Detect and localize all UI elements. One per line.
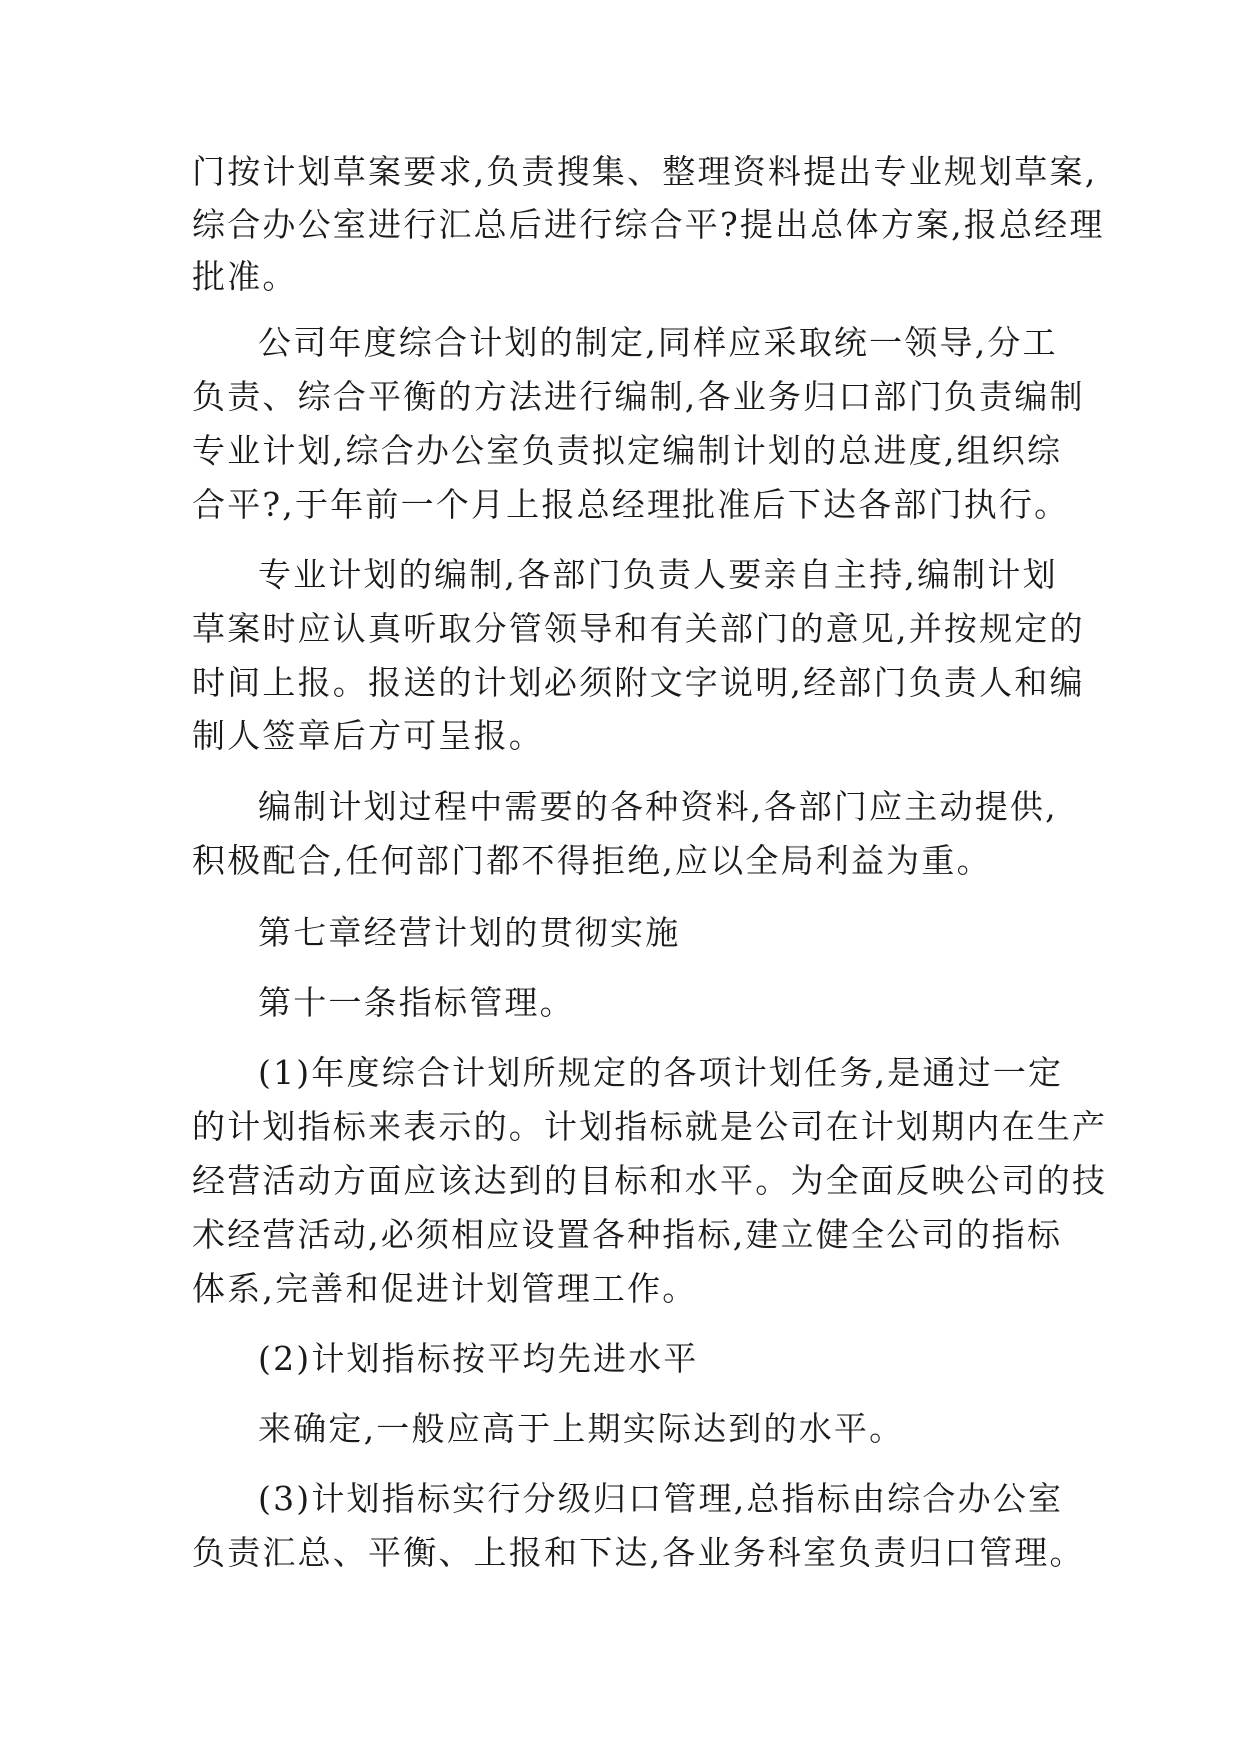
text-line: 门按计划草案要求,负责搜集、整理资料提出专业规划草案, — [192, 152, 1098, 191]
text-line: 综合办公室进行汇总后进行综合平?提出总体方案,报总经理 — [192, 205, 1105, 244]
article-heading: 第十一条指标管理。 — [258, 983, 575, 1022]
paragraph-start: 公司年度综合计划的制定,同样应采取统一领导,分工 — [258, 323, 1058, 362]
paragraph-start: (1)年度综合计划所规定的各项计划任务,是通过一定 — [258, 1053, 1064, 1092]
text-line: 合平?,于年前一个月上报总经理批准后下达各部门执行。 — [192, 485, 1070, 524]
paragraph-start: 专业计划的编制,各部门负责人要亲自主持,编制计划 — [258, 555, 1058, 594]
text-line: 制人签章后方可呈报。 — [192, 716, 544, 755]
text-line: 批准。 — [192, 257, 298, 296]
text-line: 积极配合,任何部门都不得拒绝,应以全局利益为重。 — [192, 841, 992, 880]
text-line: 术经营活动,必须相应设置各种指标,建立健全公司的指标 — [192, 1215, 1063, 1254]
paragraph-start: (3)计划指标实行分级归口管理,总指标由综合办公室 — [258, 1479, 1064, 1518]
text-line: 负责、综合平衡的方法进行编制,各业务归口部门负责编制 — [192, 377, 1085, 416]
paragraph-start: 编制计划过程中需要的各种资料,各部门应主动提供, — [258, 787, 1058, 826]
text-line: 的计划指标来表示的。计划指标就是公司在计划期内在生产 — [192, 1107, 1108, 1146]
text-line: 专业计划,综合办公室负责拟定编制计划的总进度,组织综 — [192, 431, 1063, 470]
text-line: 经营活动方面应该达到的目标和水平。为全面反映公司的技 — [192, 1161, 1108, 1200]
text-line: 来确定,一般应高于上期实际达到的水平。 — [258, 1409, 905, 1448]
text-line: 时间上报。报送的计划必须附文字说明,经部门负责人和编 — [192, 663, 1085, 702]
chapter-heading: 第七章经营计划的贯彻实施 — [258, 913, 681, 952]
text-line: 负责汇总、平衡、上报和下达,各业务科室负责归口管理。 — [192, 1533, 1085, 1572]
paragraph-start: (2)计划指标按平均先进水平 — [258, 1339, 699, 1378]
text-line: 体系,完善和促进计划管理工作。 — [192, 1269, 698, 1308]
text-line: 草案时应认真听取分管领导和有关部门的意见,并按规定的 — [192, 609, 1085, 648]
